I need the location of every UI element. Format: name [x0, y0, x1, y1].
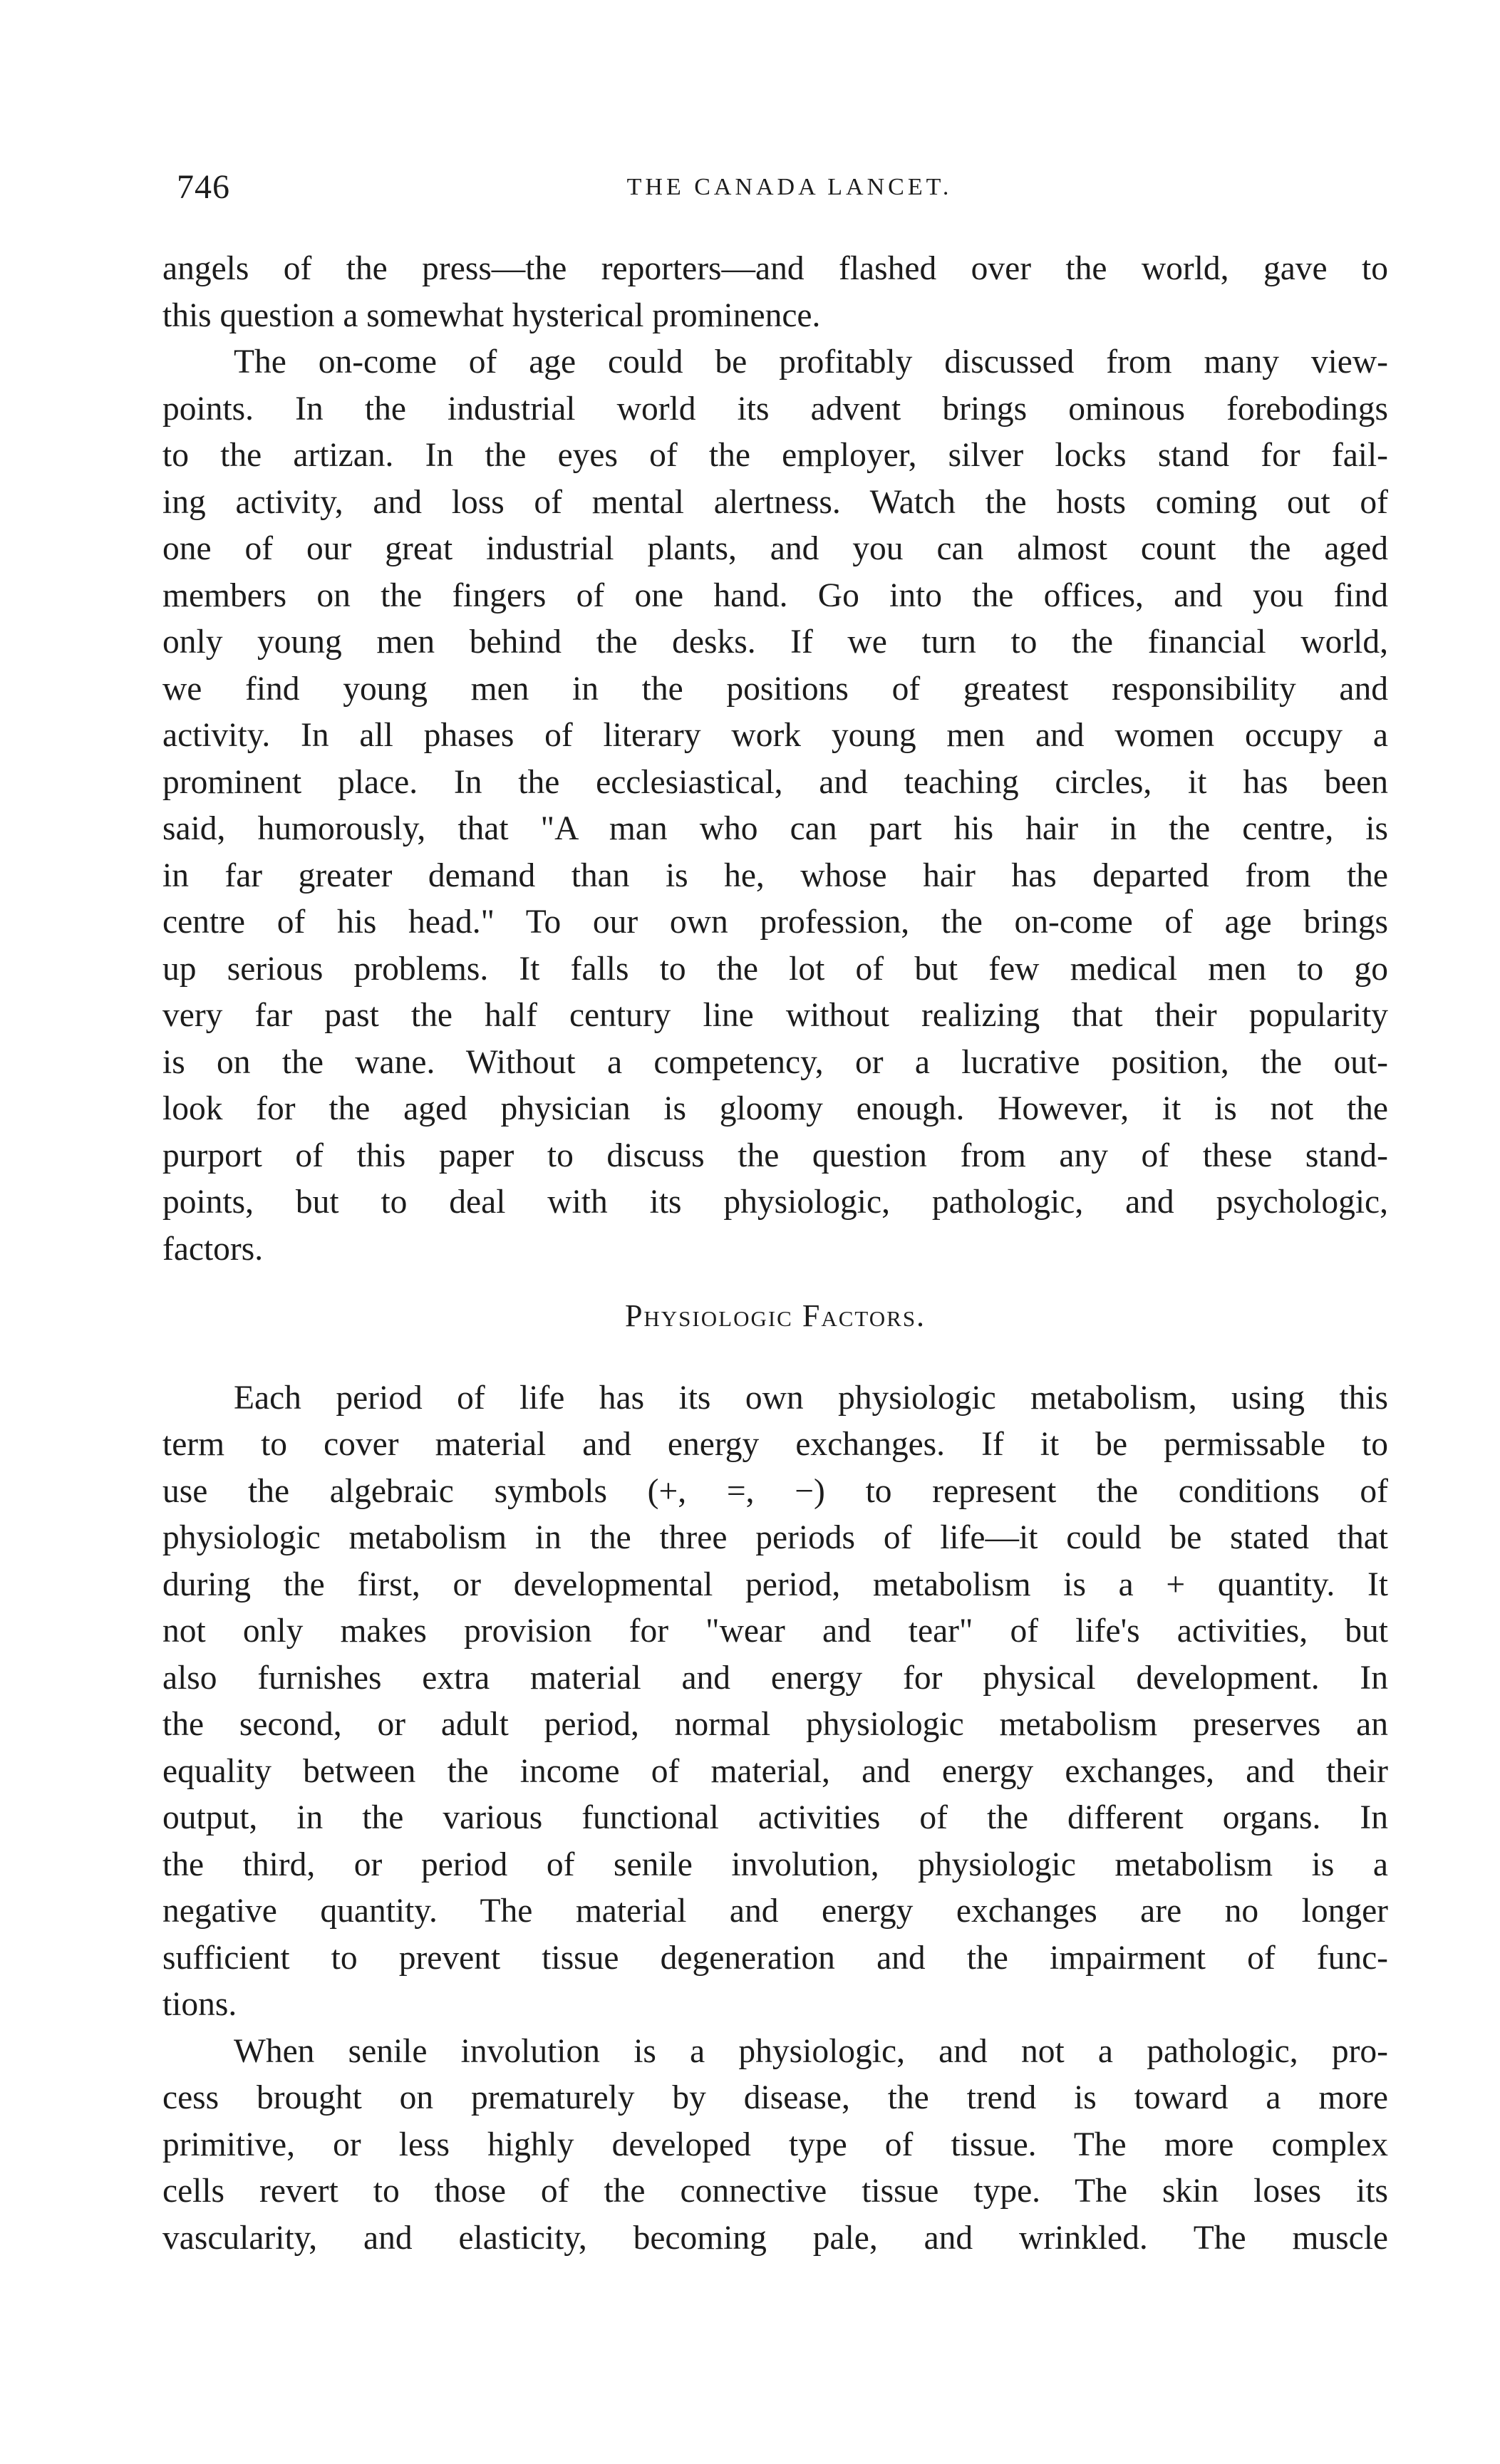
text-line: we find young men in the positions of greatest responsibility and [162, 670, 1388, 708]
text-line: look for the aged physician is gloomy enough. However, it is not the [162, 1090, 1388, 1127]
text-line: in far greater demand than is he, whose hair has departed from the [162, 856, 1388, 894]
text-line: during the first, or developmental period, metabolism is a + quantity. It [162, 1565, 1388, 1603]
text-line: to the artizan. In the eyes of the employer, silver locks stand for fail- [162, 437, 1388, 474]
text-line: tions. [162, 1986, 237, 2023]
text-line: also furnishes extra material and energy for physical development. In [162, 1659, 1388, 1697]
text-line: equality between the income of material, and energy exchanges, and their [162, 1752, 1388, 1790]
page-header [162, 162, 1388, 212]
text-line: centre of his head." To our own profession, the on-come of age brings [162, 904, 1388, 941]
text-line: primitive, or less highly developed type of tissue. The more complex [162, 2126, 1388, 2163]
text-line: physiologic metabolism in the three periods of life—it could be stated that [162, 1519, 1388, 1556]
text-line: factors. [162, 1230, 264, 1268]
text-line: points. In the industrial world its advent brings ominous forebodings [162, 390, 1388, 428]
text-line: negative quantity. The material and energy exchanges are no longer [162, 1893, 1388, 1930]
text-line: When senile involution is a physiologic, and not a pathologic, pro- [234, 2032, 1388, 2070]
text-line: up serious problems. It falls to the lot of but few medical men to go [162, 950, 1388, 988]
text-line: purport of this paper to discuss the question from any of these stand- [162, 1137, 1388, 1174]
text-line: Each period of life has its own physiologic metabolism, using this [234, 1379, 1388, 1417]
paragraph-2 [162, 339, 1388, 1273]
paragraph-1 [162, 246, 1388, 339]
text-line: The on-come of age could be profitably discussed from many view- [234, 343, 1388, 381]
text-line: cess brought on prematurely by disease, the trend is toward a more [162, 2079, 1388, 2116]
text-line: angels of the press—the reporters—and flashed over the world, gave to [162, 250, 1388, 287]
text-line: output, in the various functional activities of the different organs. In [162, 1799, 1388, 1836]
text-line: not only makes provision for "wear and tear" of life's activities, but [162, 1613, 1388, 1650]
text-line: the second, or adult period, normal physiologic metabolism preserves an [162, 1706, 1388, 1743]
paragraph-4 [162, 2029, 1388, 2262]
page-number: 746 [177, 168, 230, 206]
section-heading: Physiologic Factors. [624, 1298, 926, 1333]
text-line: sufficient to prevent tissue degeneration and the impairment of func- [162, 1939, 1388, 1977]
text-line: activity. In all phases of literary work young men and women occupy a [162, 717, 1388, 754]
text-line: very far past the half century line without realizing that their popularity [162, 997, 1388, 1034]
text-line: is on the wane. Without a competency, or a lucrative position, the out- [162, 1043, 1388, 1081]
text-line: cells revert to those of the connective tissue type. The skin loses its [162, 2173, 1388, 2210]
text-line: one of our great industrial plants, and you can almost count the aged [162, 530, 1388, 567]
text-line: said, humorously, that "A man who can part his hair in the centre, is [162, 810, 1388, 847]
text-line: the third, or period of senile involution, physiologic metabolism is a [162, 1846, 1388, 1883]
text-line: this question a somewhat hysterical prominence. [162, 296, 821, 334]
text-line: vascularity, and elasticity, becoming pale, and wrinkled. The muscle [162, 2219, 1388, 2257]
text-line: points, but to deal with its physiologic, pathologic, and psychologic, [162, 1184, 1388, 1221]
text-line: only young men behind the desks. If we turn to the financial world, [162, 623, 1388, 661]
article-body [162, 246, 1388, 2262]
running-head: THE CANADA LANCET. [626, 174, 953, 200]
paragraph-3 [162, 1375, 1388, 2029]
text-line: ing activity, and loss of mental alertness. Watch the hosts coming out of [162, 483, 1388, 521]
text-line: members on the fingers of one hand. Go into the offices, and you find [162, 576, 1388, 614]
text-line: prominent place. In the ecclesiastical, and teaching circles, it has been [162, 763, 1388, 801]
text-line: use the algebraic symbols (+, =, −) to represent the conditions of [162, 1472, 1388, 1510]
text-line: term to cover material and energy exchanges. If it be permissable to [162, 1426, 1388, 1463]
